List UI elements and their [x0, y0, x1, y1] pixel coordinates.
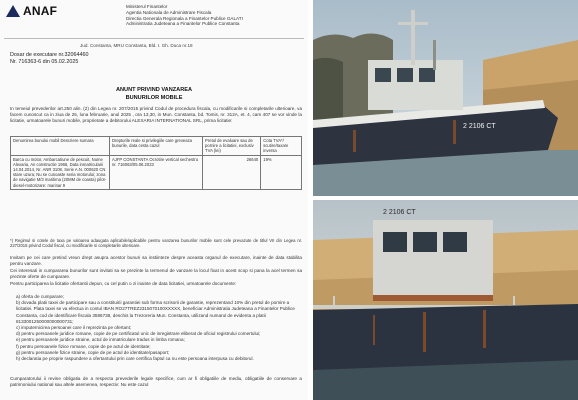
- notice-title: ANUNT PRIVIND VANZAREA: [115, 87, 193, 93]
- table-row: [11, 155, 302, 189]
- paragraph: Pentru participarea la licitatie ofertantii depun, cu cel putin o zi inainte de data licitatiei, urmatoarele documente:: [10, 281, 237, 286]
- paragraph: Cei interesati in cumpararea bunurilor sunt invitati sa se prezinte la termenul de vanzare la locul fixat in acest scop si pana la acel termen sa prezinte oferte de cumparare.: [10, 268, 302, 279]
- list-item: g) pentru persoanele fizice straine, copie de pe actul de identitate/pasaport;: [16, 349, 170, 355]
- case-file-number: Dosar de executare nr.32064460: [10, 52, 89, 58]
- list-item: b) dovada platii taxei de participare sau a constituirii garantiei sub forma scrisorii de garantie, reprezentand 10% din pretul de pornire a licitatiei. Plata taxei se va efectua in contul IBAN RO27TREZ2315070100XXXXX, beneficiar Administratia Judeteana a Finantelor Publice Constanta, cod de identificare fiscala 3586738, deschis la Trezoreria Mun. Constanta, utilizand numarul de evidenta a platii 8133001250000000000731;: [16, 300, 295, 324]
- boat-registration-label: 2 2106 CT: [383, 209, 416, 216]
- paragraph: Invitam pe cei care pretind vreun drept asupra acestor bunuri sa instiinteze despre aceasta organul de executare, inainte de data stabilita pentru vanzare.: [10, 255, 302, 266]
- required-documents-list: [16, 294, 302, 362]
- table-cell-vat: 19%: [261, 155, 302, 189]
- intro-paragraph: In temeiul prevederilor art.250 alin. (2) din Legea nr. 207/2015 privind Codul de procedura fiscala, cu modificarile si completarile ulterioare, va facem cunoscut ca in ziua de 25, luna februarie, anul 2025 , ora 13,30, in Mun. Constanta, bd. Tomis, nr. 312A, et. 4, cam 407 se vor vinde la licitatie, urmatoarele bunuri mobile, proprietate a debitorului ALEXARIA INTERNATIONAL SRL, prima licitatie:: [10, 106, 302, 123]
- anaf-logo-text: ANAF: [23, 4, 58, 18]
- table-cell-price: 26640: [203, 155, 261, 189]
- header-line: Ministerul Finantelor: [126, 4, 168, 9]
- table-header-cell: Pretul de evaluare sau de pornire a licitatiei, exclusiv TVA (lei): [203, 137, 261, 156]
- list-item: c) imputernicirea persoanei care il reprezinta pe ofertant;: [16, 325, 132, 331]
- header-line: Agentia Nationala de Administrare Fiscala: [126, 9, 212, 15]
- list-item: d) pentru persoanele juridice romane, copie de pe certificatul unic de inregistrare eliberat de oficiul registrului comertului;: [16, 331, 261, 337]
- header-line: Administratia Judeteana a Finantelor Publice Constanta: [126, 21, 240, 27]
- boat-registration-label: 2 2106 CT: [463, 123, 496, 130]
- goods-table: [10, 136, 302, 190]
- boat-photo-top: [313, 0, 578, 196]
- case-reference: [10, 52, 89, 66]
- list-item: e) pentru persoanele juridice straine, actul de inmatriculare tradus in limba romana;: [16, 337, 185, 343]
- anaf-logo-icon: [6, 5, 20, 17]
- table-cell-rights: AJFP CONSTANTA Ocrotire vertical sechestru nr. 716063/05.06.2023: [109, 155, 202, 189]
- header-address: Jud. Constanta, MRU Constanta, Bld. I. Gh. Duca nr.18: [80, 43, 193, 48]
- header-institution-lines: [126, 4, 243, 27]
- anaf-logo: [6, 4, 57, 18]
- case-registration-number: Nr. 716363-6 din 05.02.2025: [10, 59, 79, 65]
- table-header-cell: Denumirea bunului mobil Descriere sumara: [11, 137, 110, 156]
- header-line: Directia Generala Regionala a Finantelor Publice GALATI: [126, 15, 243, 21]
- table-cell-description: Barca cu motor, Ambarcatiune de pescuit, Nume Alexaria, An constructie 1966, Data inmatricularii 14.04.2014, Nr. ANR 3108, Serie A.N. 000620 CN stare uzura; Nu se cunoaste seria motorului; zona de navigatie M/3 maritima (20MM de coasta) pilot-diesel-motorizare: marinar 9: [11, 155, 110, 189]
- list-item: f) pentru persoanele fizice romane, copie de pe actul de identitate;: [16, 343, 151, 349]
- notice-subtitle: BUNURILOR MOBILE: [125, 95, 183, 101]
- boat-photo-bottom: [313, 200, 578, 400]
- list-item: h) declaratia pe proprie raspundere a ofertantului prin care certifica faptul ca nu este persoana interpusa cu debitorul.: [16, 356, 254, 362]
- document-header: [6, 4, 306, 32]
- header-divider: [4, 38, 304, 39]
- closing-paragraph: Cumparatorului ii revine obligatia de a respecta prevederile legale specifice, cum ar fi obligatiile de mediu, obligatiile de conservare a patrimoniului national sau altele asemenea, respectiv: Nu este cazul: [10, 376, 302, 387]
- table-header-cell: Cota TVA*/ scutire/taxare inversa: [261, 137, 302, 156]
- vat-footnote: *) Regimul si cotele de taxa pe valoarea adaugata aplicabile/aplicabile pentru vanzarea bunurilor mobile sunt cele prevazute de titlul VII din Legea nr. 227/2015 privind Codul fiscal, cu modificarile si completarile ulterioare.: [10, 238, 302, 249]
- list-item: a) oferta de cumparare;: [16, 294, 65, 299]
- table-header-row: [11, 137, 302, 156]
- table-header-cell: Drepturile reale si privilegiile care greveaza bunurile, data cesta cazul: [109, 137, 202, 156]
